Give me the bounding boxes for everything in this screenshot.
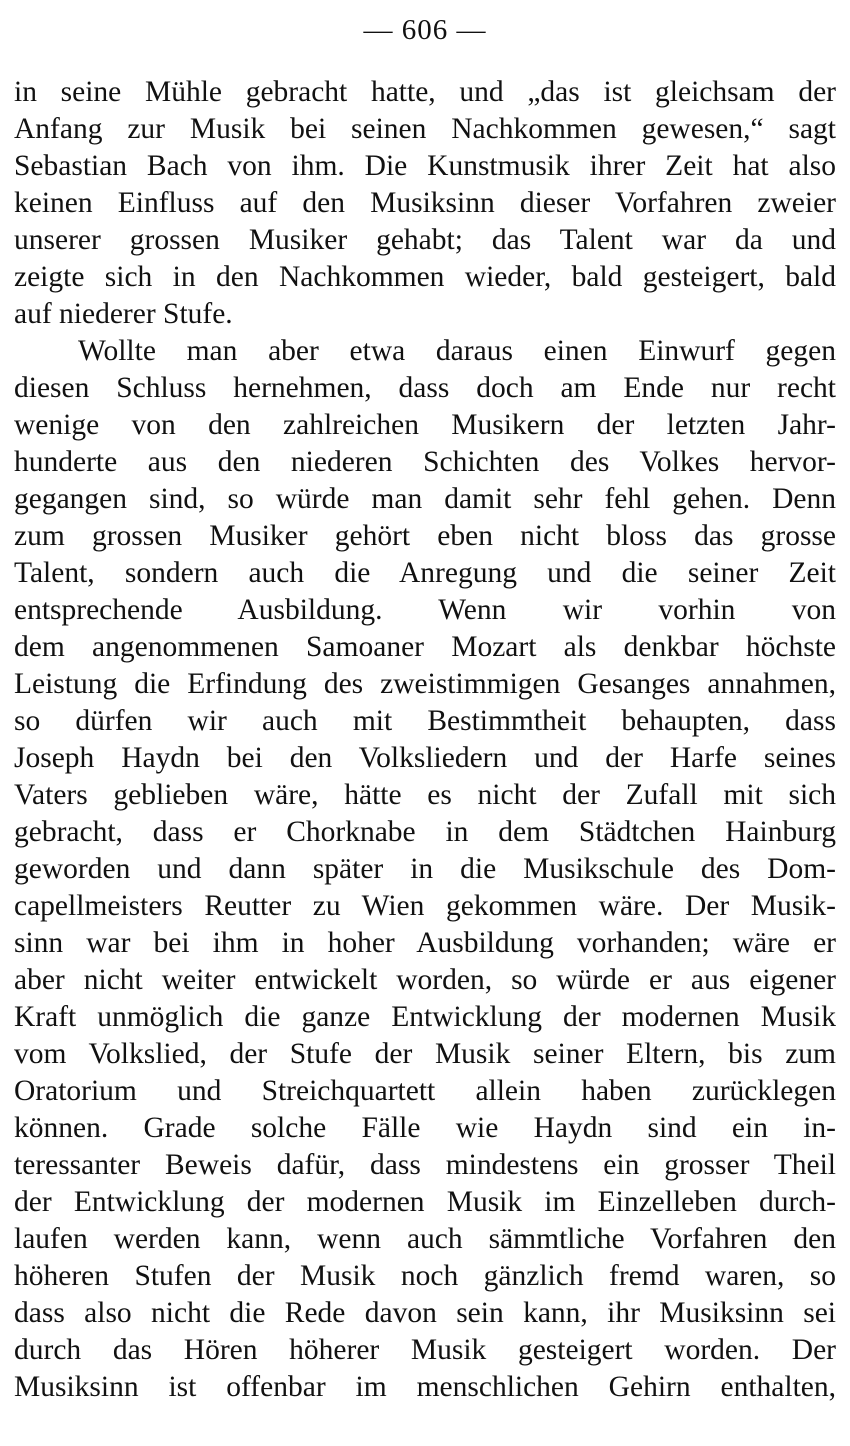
text-line: sinn war bei ihm in hoher Ausbildung vorhanden; wäre er [14, 927, 836, 959]
text-line: in seine Mühle gebracht hatte, und „das ist gleichsam der [14, 76, 836, 108]
text-line: dem angenommenen Samoaner Mozart als denkbar höchste [14, 631, 836, 663]
text-line: Vaters geblieben wäre, hätte es nicht der Zufall mit sich [14, 779, 836, 811]
text-line: Oratorium und Streichquartett allein haben zurücklegen [14, 1075, 836, 1107]
text-line: Talent, sondern auch die Anregung und die seiner Zeit [14, 557, 836, 589]
text-line: aber nicht weiter entwickelt worden, so würde er aus eigener [14, 964, 836, 996]
text-line: Leistung die Erfindung des zweistimmigen Gesanges annahmen, [14, 668, 836, 700]
text-line: wenige von den zahlreichen Musikern der letzten Jahr- [14, 409, 836, 441]
text-line: auf niederer Stufe. [14, 298, 233, 330]
text-line: der Entwicklung der modernen Musik im Einzelleben durch- [14, 1186, 836, 1218]
body-text [14, 74, 836, 1406]
text-line: unserer grossen Musiker gehabt; das Talent war da und [14, 224, 836, 256]
text-line: teressanter Beweis dafür, dass mindestens ein grosser Theil [14, 1149, 836, 1181]
text-line: so dürfen wir auch mit Bestimmtheit behaupten, dass [14, 705, 836, 737]
paragraph-start-line: Wollte man aber etwa daraus einen Einwurf gegen [78, 335, 836, 367]
text-line: zum grossen Musiker gehört eben nicht bloss das grosse [14, 520, 836, 552]
text-line: diesen Schluss hernehmen, dass doch am Ende nur recht [14, 372, 836, 404]
text-line: dass also nicht die Rede davon sein kann, ihr Musiksinn sei [14, 1297, 836, 1329]
text-line: laufen werden kann, wenn auch sämmtliche Vorfahren den [14, 1223, 836, 1255]
text-line: entsprechende Ausbildung. Wenn wir vorhin von [14, 594, 836, 626]
page-number: — 606 — [363, 14, 487, 46]
text-line: gegangen sind, so würde man damit sehr fehl gehen. Denn [14, 483, 836, 515]
text-line: zeigte sich in den Nachkommen wieder, bald gesteigert, bald [14, 261, 836, 293]
text-line: keinen Einfluss auf den Musiksinn dieser Vorfahren zweier [14, 187, 836, 219]
text-line: vom Volkslied, der Stufe der Musik seiner Eltern, bis zum [14, 1038, 836, 1070]
text-line: gebracht, dass er Chorknabe in dem Städtchen Hainburg [14, 816, 836, 848]
text-line: höheren Stufen der Musik noch gänzlich fremd waren, so [14, 1260, 836, 1292]
text-line: Kraft unmöglich die ganze Entwicklung der modernen Musik [14, 1001, 836, 1033]
text-line: durch das Hören höherer Musik gesteigert worden. Der [14, 1334, 836, 1366]
text-line: capellmeisters Reutter zu Wien gekommen wäre. Der Musik- [14, 890, 836, 922]
text-line: geworden und dann später in die Musikschule des Dom- [14, 853, 836, 885]
text-line: Joseph Haydn bei den Volksliedern und der Harfe seines [14, 742, 836, 774]
text-line: hunderte aus den niederen Schichten des Volkes hervor- [14, 446, 836, 478]
text-line: können. Grade solche Fälle wie Haydn sind ein in- [14, 1112, 836, 1144]
text-line: Musiksinn ist offenbar im menschlichen Gehirn enthalten, [14, 1371, 836, 1403]
text-line: Sebastian Bach von ihm. Die Kunstmusik ihrer Zeit hat also [14, 150, 836, 182]
text-line: Anfang zur Musik bei seinen Nachkommen gewesen,“ sagt [14, 113, 836, 145]
